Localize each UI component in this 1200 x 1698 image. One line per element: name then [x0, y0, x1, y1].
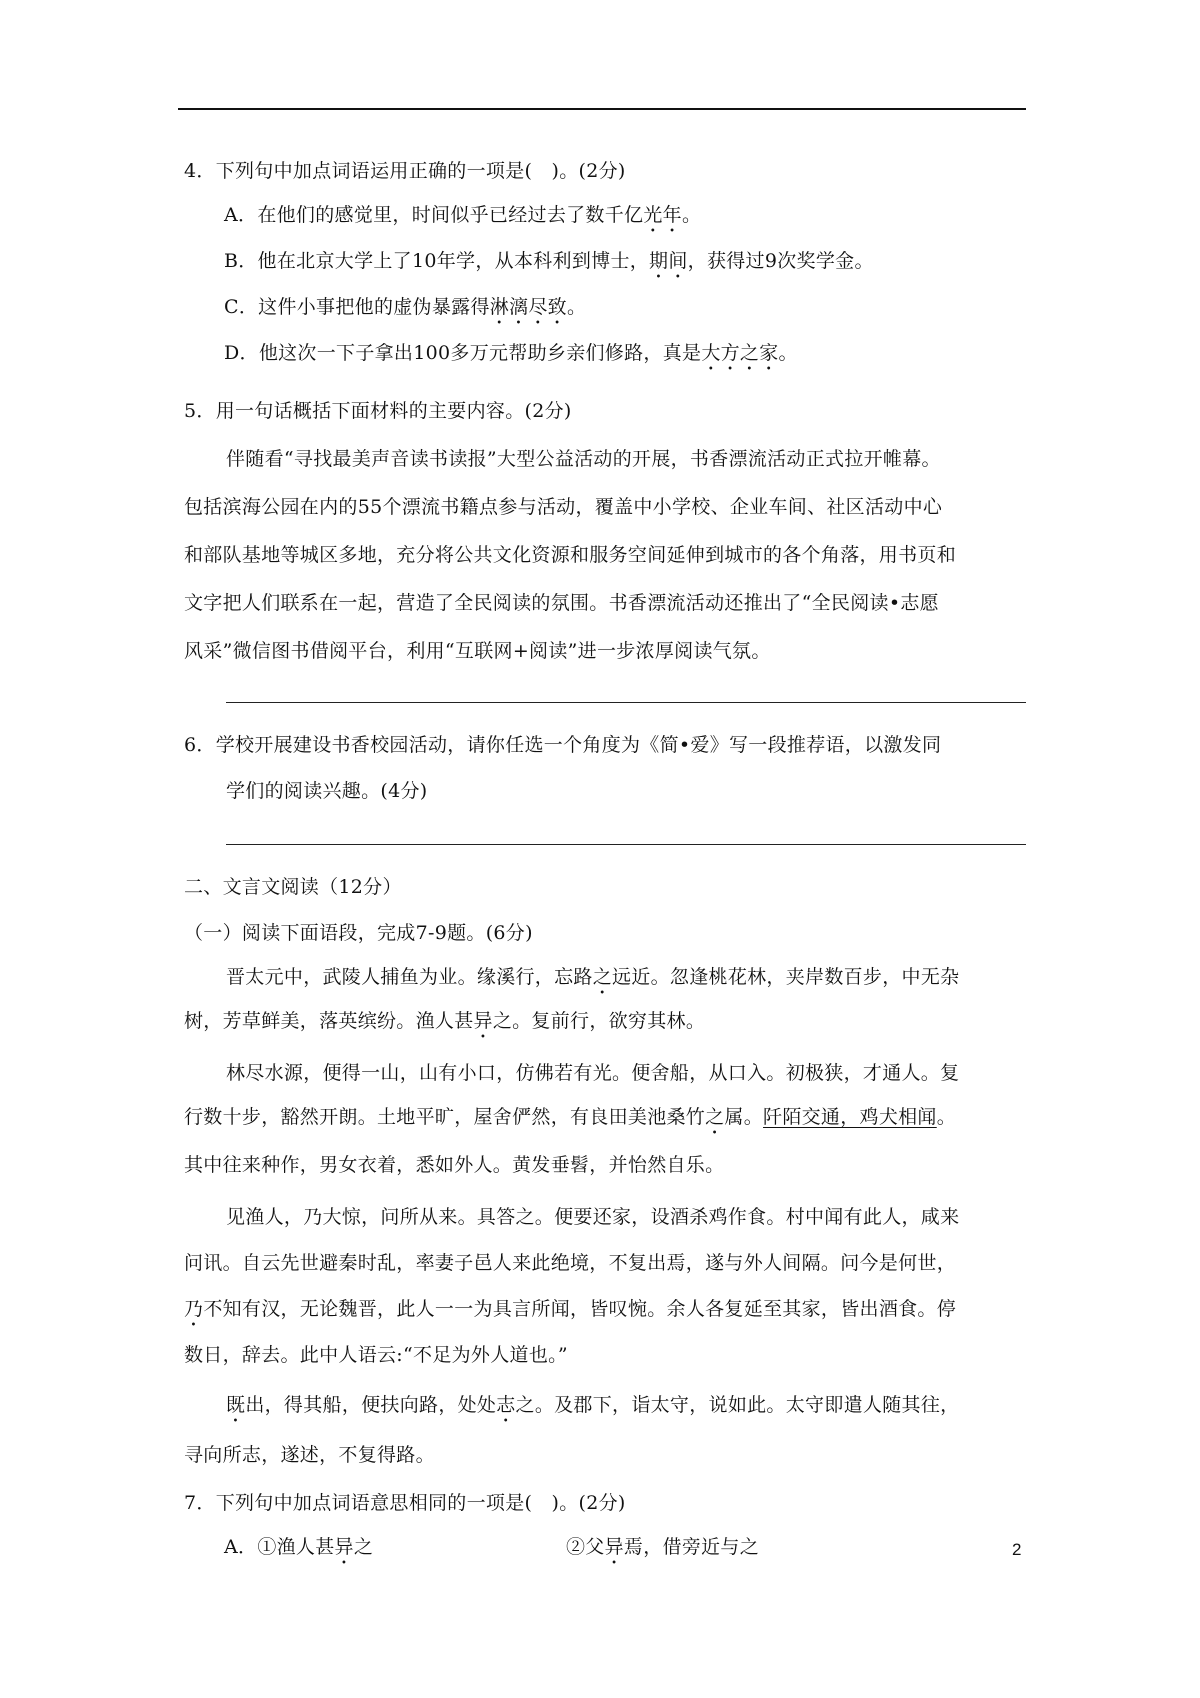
passage-text: 属。 — [724, 1106, 764, 1128]
page-number: 2 — [1012, 1540, 1022, 1559]
dotted-word: 光年 — [643, 204, 682, 226]
question-6-stem: 6．学校开展建设书香校园活动，请你任选一个角度为《简•爱》写一段推荐语，以激发同 — [184, 734, 942, 756]
passage-text: 远近。忽逢桃花林，夹岸数百步，中无杂 — [612, 966, 960, 988]
question-7-stem: 7．下列句中加点词语意思相同的一项是( )。(2分) — [184, 1492, 626, 1514]
dotted-word: 乃 — [184, 1298, 204, 1320]
passage-text: 之。及郡下，诣太守，说如此。太守即遣人随其往， — [515, 1394, 960, 1416]
option-text: A．在他们的感觉里，时间似乎已经过去了数千亿 — [224, 204, 644, 226]
question-6-stem-cont: 学们的阅读兴趣。(4分) — [226, 780, 428, 802]
material-line: 和部队基地等城区多地，充分将公共文化资源和服务空间延伸到城市的各个角落，用书页和 — [184, 544, 957, 566]
passage-text: 之。复前行，欲穷其林。 — [492, 1010, 706, 1032]
dotted-word: 大方之家 — [701, 342, 779, 364]
passage-text: 树，芳草鲜美，落英缤纷。渔人甚 — [184, 1010, 474, 1032]
question-7-option-a1 — [224, 1534, 373, 1569]
dotted-word: 异 — [473, 1010, 493, 1032]
dotted-word: 异 — [604, 1536, 624, 1558]
passage-text: 行数十步，豁然开朗。土地平旷，屋舍俨然，有良田美池桑竹 — [184, 1106, 706, 1128]
question-4-stem: 4．下列句中加点词语运用正确的一项是( )。(2分) — [184, 160, 626, 182]
passage-line: 林尽水源，便得一山，山有小口，仿佛若有光。便舍船，从口入。初极狭，才通人。复 — [226, 1062, 960, 1084]
question-7-option-a2 — [566, 1534, 759, 1569]
passage-line: 见渔人，乃大惊，问所从来。具答之。便要还家，设酒杀鸡作食。村中闻有此人，咸来 — [226, 1206, 960, 1228]
option-text: ②父 — [566, 1536, 605, 1558]
answer-line-q6[interactable] — [226, 844, 1026, 845]
underlined-sentence: 阡陌交通，鸡犬相闻 — [763, 1106, 937, 1128]
section-title: 二、文言文阅读（12分） — [184, 876, 402, 898]
passage-text: 。 — [936, 1106, 957, 1128]
passage-line: 问讯。自云先世避秦时乱，率妻子邑人来此绝境，不复出焉，遂与外人间隔。问今是何世， — [184, 1252, 957, 1274]
question-4-option-c — [224, 294, 586, 329]
passage-line — [226, 964, 959, 999]
answer-line-q5[interactable] — [226, 702, 1026, 703]
option-text: 之 — [353, 1536, 374, 1558]
option-text: D．他这次一下子拿出100多万元帮助乡亲们修路，真是 — [224, 342, 702, 364]
dotted-word: 期间 — [649, 250, 688, 272]
question-5-stem: 5．用一句话概括下面材料的主要内容。(2分) — [184, 400, 572, 422]
passage-line: 寻向所志，遂述，不复得路。 — [184, 1444, 435, 1466]
option-text: B．他在北京大学上了10年学，从本科利到博士， — [224, 250, 650, 272]
material-line: 风采”微信图书借阅平台，利用“互联网+阅读”进一步浓厚阅读气氛。 — [184, 640, 771, 662]
dotted-word: 志 — [496, 1394, 516, 1416]
passage-line — [226, 1392, 959, 1427]
passage-line: 数日，辞去。此中人语云:“不足为外人道也。” — [184, 1344, 568, 1366]
passage-text: 不知有汉，无论魏晋，此人一一为具言所闻，皆叹惋。余人各复延至其家，皆出酒食。停 — [203, 1298, 957, 1320]
passage-line — [184, 1296, 956, 1331]
option-text: 。 — [681, 204, 702, 226]
dotted-word: 既 — [226, 1394, 246, 1416]
material-line: 文字把人们联系在一起，营造了全民阅读的氛围。书香漂流活动还推出了“全民阅读•志愿 — [184, 592, 939, 614]
option-text: A．①渔人甚 — [224, 1536, 335, 1558]
passage-text: 晋太元中，武陵人捕鱼为业。缘溪行，忘路 — [226, 966, 593, 988]
dotted-word: 之 — [705, 1106, 725, 1128]
section-subtitle: （一）阅读下面语段，完成7-9题。(6分) — [184, 922, 533, 944]
passage-line — [184, 1104, 956, 1139]
dotted-word: 淋漓尽致 — [489, 296, 567, 318]
question-4-option-d — [224, 340, 798, 375]
material-line: 伴随看“寻找最美声音读书读报”大型公益活动的开展，书香漂流活动正式拉开帷幕。 — [226, 448, 941, 470]
material-line: 包括滨海公园在内的55个漂流书籍点参与活动，覆盖中小学校、企业车间、社区活动中心 — [184, 496, 943, 518]
passage-text: 出，得其船，便扶向路，处处 — [245, 1394, 497, 1416]
option-text: 焉，借旁近与之 — [623, 1536, 760, 1558]
option-text: 。 — [778, 342, 798, 364]
option-text: C．这件小事把他的虚伪暴露得 — [224, 296, 490, 318]
question-4-option-b — [224, 248, 874, 283]
question-4-option-a — [224, 202, 701, 237]
passage-line: 其中往来种作，男女衣着，悉如外人。黄发垂髫，并怡然自乐。 — [184, 1154, 725, 1176]
dotted-word: 之 — [592, 966, 613, 988]
option-text: ，获得过9次奖学金。 — [687, 250, 874, 272]
header-rule — [178, 108, 1026, 110]
dotted-word: 异 — [334, 1536, 354, 1558]
passage-line — [184, 1008, 705, 1043]
option-text: 。 — [566, 296, 587, 318]
